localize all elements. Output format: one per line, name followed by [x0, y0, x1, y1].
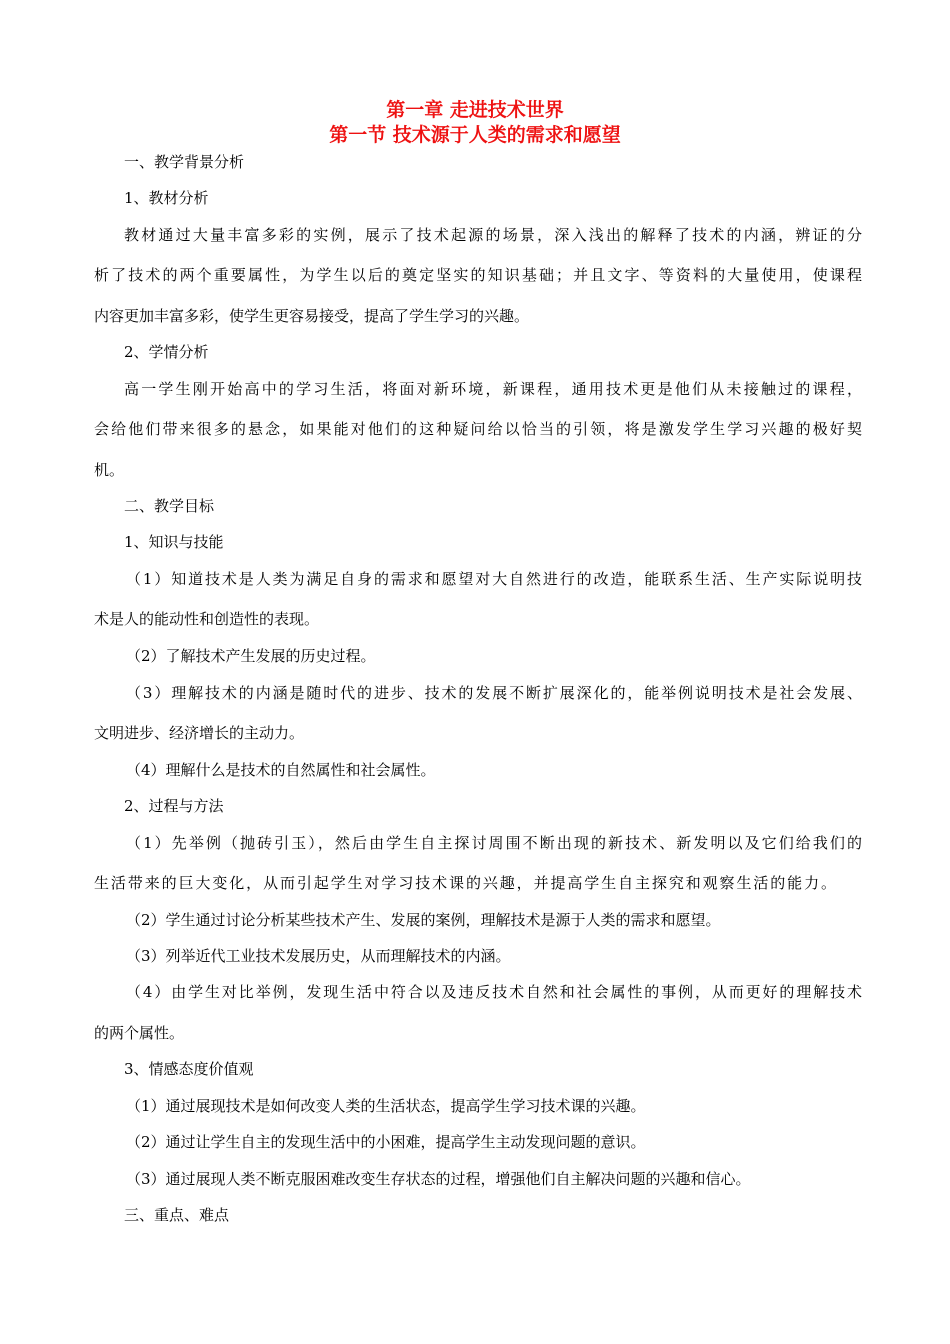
paragraph-line: （3）列举近代工业技术发展历史，从而理解技术的内涵。 [126, 947, 511, 965]
paragraph-line: （1）知道技术是人类为满足自身的需求和愿望对大自然进行的改造，能联系生活、生产实际说明技 [126, 570, 862, 588]
heading-teaching-background: 一、教学背景分析 [124, 153, 245, 171]
paragraph-line: 机。 [94, 461, 125, 479]
paragraph-line: 析了技术的两个重要属性，为学生以后的奠定坚实的知识基础；并且文字、等资料的大量使用，使课程 [94, 266, 862, 284]
paragraph-line: （2）了解技术产生发展的历史过程。 [126, 647, 376, 665]
subheading-textbook-analysis: 1、教材分析 [124, 189, 209, 207]
chapter-title: 第一章 走进技术世界 [386, 99, 564, 121]
paragraph-line: （2）学生通过讨论分析某些技术产生、发展的案例，理解技术是源于人类的需求和愿望。 [126, 911, 721, 929]
paragraph-line: （3）通过展现人类不断克服困难改变生存状态的过程，增强他们自主解决问题的兴趣和信心。 [126, 1170, 751, 1188]
paragraph-line: 内容更加丰富多彩，使学生更容易接受，提高了学生学习的兴趣。 [94, 307, 530, 325]
heading-teaching-objectives: 二、教学目标 [124, 497, 215, 515]
paragraph-line: 高一学生刚开始高中的学习生活，将面对新环境，新课程，通用技术更是他们从未接触过的课程， [124, 380, 862, 398]
subheading-emotional-values: 3、情感态度价值观 [124, 1060, 254, 1078]
paragraph-line: （1）通过展现技术是如何改变人类的生活状态，提高学生学习技术课的兴趣。 [126, 1097, 646, 1115]
paragraph-line: 的两个属性。 [94, 1024, 185, 1042]
paragraph-line: （3）理解技术的内涵是随时代的进步、技术的发展不断扩展深化的，能举例说明技术是社会发展、 [126, 684, 862, 702]
paragraph-line: （4）由学生对比举例，发现生活中符合以及违反技术自然和社会属性的事例，从而更好的理解技术 [126, 983, 862, 1001]
heading-key-difficult-points: 三、重点、难点 [124, 1206, 230, 1224]
paragraph-line: 生活带来的巨大变化，从而引起学生对学习技术课的兴趣，并提高学生自主探究和观察生活的能力。 [94, 874, 836, 892]
paragraph-line: （2）通过让学生自主的发现生活中的小困难，提高学生主动发现问题的意识。 [126, 1133, 646, 1151]
paragraph-line: 教材通过大量丰富多彩的实例，展示了技术起源的场景，深入浅出的解释了技术的内涵，辨证的分 [124, 226, 862, 244]
paragraph-line: 文明进步、经济增长的主动力。 [94, 724, 305, 742]
subheading-process-methods: 2、过程与方法 [124, 797, 224, 815]
paragraph-line: 会给他们带来很多的悬念，如果能对他们的这种疑问给以恰当的引领，将是激发学生学习兴趣的极好契 [94, 420, 862, 438]
paragraph-line: 术是人的能动性和创造性的表现。 [94, 610, 320, 628]
paragraph-line: （1）先举例（抛砖引玉），然后由学生自主探讨周围不断出现的新技术、新发明以及它们给我们的 [126, 834, 862, 852]
subheading-knowledge-skills: 1、知识与技能 [124, 533, 224, 551]
subheading-student-analysis: 2、学情分析 [124, 343, 209, 361]
section-title: 第一节 技术源于人类的需求和愿望 [329, 124, 621, 146]
paragraph-line: （4）理解什么是技术的自然属性和社会属性。 [126, 761, 436, 779]
